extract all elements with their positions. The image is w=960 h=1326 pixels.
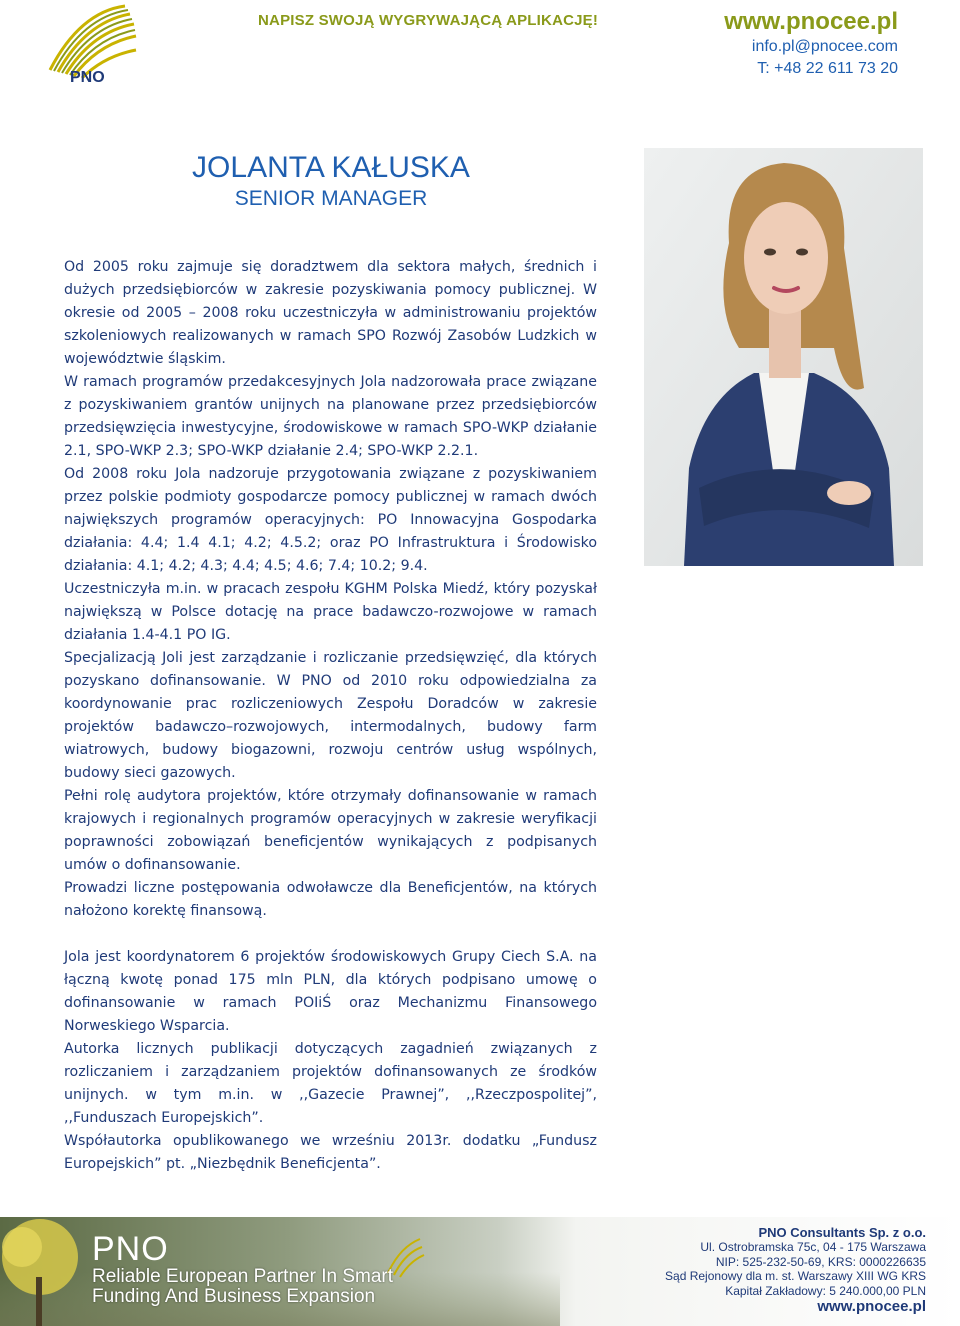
header-phone: T: +48 22 611 73 20 [757,60,898,77]
bio-paragraph: Pełni rolę audytora projektów, które otrzymały dofinansowanie w ramach krajowych i regionalnych programów operacyjnych w zakresie weryfikacji poprawności zobowiązań beneficjentów wynikających z podpisanych umów o dofinansowanie. [64,788,597,873]
footer-brand [92,1231,393,1307]
pno-logo-icon [40,2,140,90]
bio-paragraph: Prowadzi liczne postępowania odwoławcze dla Beneficjentów, na których nałożono korektę finansową. [64,880,597,919]
bio-paragraph: Uczestniczyła m.in. w pracach zespołu KGHM Polska Miedź, który pozyskał największą w Polsce dotację na prace badawczo-rozwojowe w ramach działania 1.4-4.1 PO IG. [64,581,597,643]
footer-nip: NIP: 525-232-50-69, KRS: 0000226635 [715,1254,926,1269]
bio-paragraph: W ramach programów przedakcesyjnych Jola nadzorowała prace związane z pozyskiwaniem grantów unijnych na planowane przez przedsiębiorców przedsięwzięcia inwestycyjne, środowiskowe w ramach SPO-WKP działanie 2.1, SPO-WKP 2.3; SPO-WKP działanie 2.4; SPO-WKP 2.2.1. [64,374,597,459]
footer-tagline-2: Funding And Business Expansion [92,1286,376,1307]
footer-court: Sąd Rejonowy dla m. st. Warszawy XIII WG KRS [665,1269,926,1283]
header-website-link[interactable]: www.pnocee.pl [724,8,898,35]
profile-photo [644,148,923,566]
svg-text:PNO: PNO [70,69,105,86]
footer-brand-name: PNO [92,1230,169,1268]
profile-title: SENIOR MANAGER [234,187,428,210]
footer-banner [0,1217,960,1326]
footer-tagline-1: Reliable European Partner In Smart [92,1266,393,1287]
header-contact [724,8,898,80]
bio-paragraph: Od 2008 roku Jola nadzoruje przygotowania związane z pozyskiwaniem przez polskie podmioty gospodarcze pomocy publicznej w ramach dwóch największych programów operacyjnych: PO Innowacyjna Gospodarka działania: 4.4; 1.4 4.1; 4.2; 4.5.2; oraz PO Infrastruktura i Środowisko działania: 4.1; 4.2; 4.3; 4.4; 4.5; 4.6; 7.4; 10.2; 9.4. [64,466,597,574]
bio-section [64,256,597,1176]
profile-heading [64,150,598,212]
header-slogan: NAPISZ SWOJĄ WYGRYWAJĄCĄ APLIKACJĘ! [258,12,599,29]
bio-paragraph: Współautorka opublikowanego we wrześniu 2013r. dodatku „Fundusz Europejskich” pt. „Niezbędnik Beneficjenta”. [64,1133,597,1172]
bio-paragraph: Specjalizacją Joli jest zarządzanie i rozliczanie przedsięwzięć, dla których pozyskano dofinansowanie. W PNO od 2010 roku odpowiedzialna za koordynowanie prac rozliczeniowych Zespołu Doradców w zakresie projektów badawczo–rozwojowych, intermodalnych, budowy farm wiatrowych, budowy biogazowni, rozwoju centrów usług wspólnych, budowy sieci gazowych. [64,650,597,781]
bio-paragraph: Jola jest koordynatorem 6 projektów środowiskowych Grupy Ciech S.A. na łączną kwotę ponad 175 mln PLN, dla których podpisano umowę o dofinansowanie w ramach POIiŚ oraz Mechanizmu Finansowego Norweskiego Wsparcia. [64,949,597,1034]
bio-paragraph: Od 2005 roku zajmuje się doradztwem dla sektora małych, średnich i dużych przedsiębiorców w zakresie pozyskiwania pomocy publicznej. W okresie od 2005 – 2008 roku uczestniczyła w administrowaniu projektów szkoleniowych realizowanych w ramach SPO Rozwój Zasobów Ludzkich w województwie śląskim. [64,259,597,367]
footer-address: Ul. Ostrobramska 75c, 04 - 175 Warszawa [700,1240,926,1254]
footer-website-link[interactable]: www.pnocee.pl [817,1298,926,1315]
footer-company-name: PNO Consultants Sp. z o.o. [758,1225,926,1240]
footer-capital: Kapitał Zakładowy: 5 240.000,00 PLN [725,1283,926,1298]
header-email-link[interactable]: info.pl@pnocee.com [751,38,898,55]
bio-paragraph: Autorka licznych publikacji dotyczących zagadnień związanych z rozliczaniem i zarządzaniem projektów dofinansowanych ze środków unijnych. w tym m.in. w ,,Gazecie Prawnej”, ,,Rzeczpospolitej”, ,,Funduszach Europejskich”. [64,1041,597,1126]
profile-name: JOLANTA KAŁUSKA [192,151,470,184]
pno-logo [40,2,140,90]
footer-company-info [665,1225,926,1316]
